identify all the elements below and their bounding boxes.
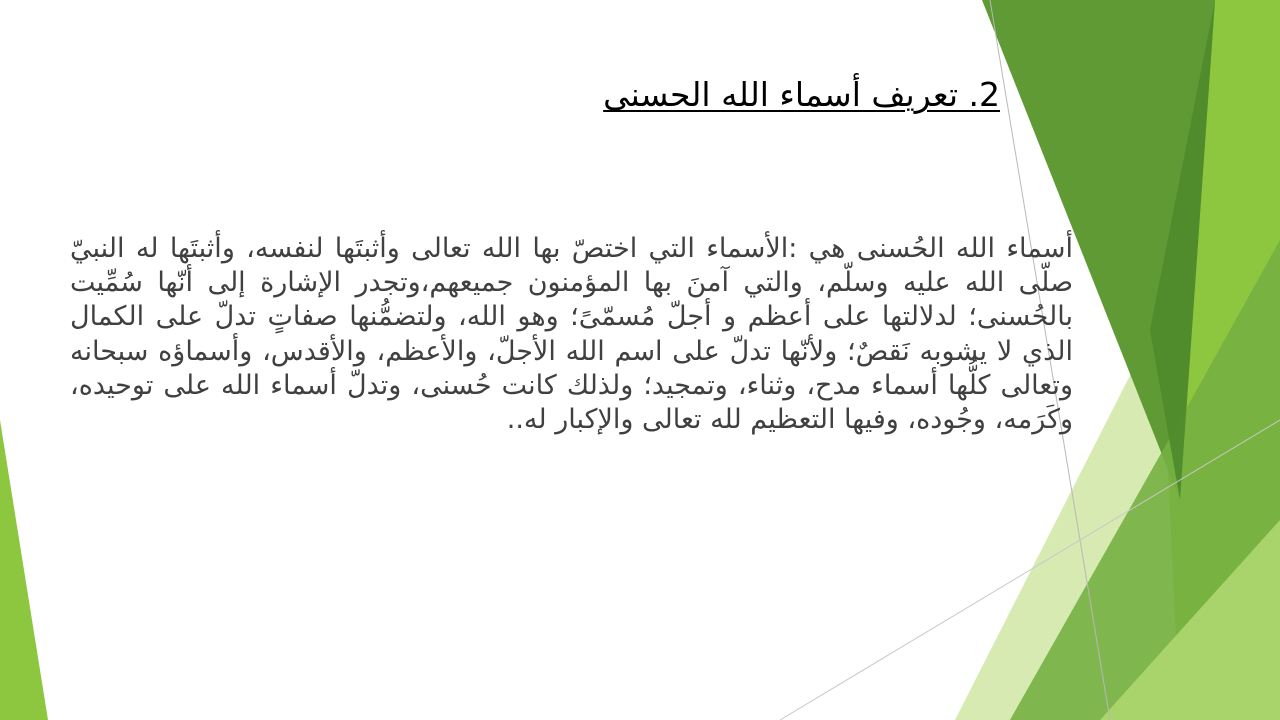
slide-title: 2. تعريف أسماء الله الحسنى: [603, 75, 1000, 114]
left-edge-triangle: [0, 420, 48, 720]
slide-body-text: أسماء الله الحُسنى هي :الأسماء التي اختصّ بها الله تعالى وأثبتَها لنفسه، وأثبتَها له النبيّ صلّى الله عليه وسلّم، والتي آمنَ بها المؤمنون جميعهم،وتجدر الإشارة إلى أنّها سُمِّيت بالحُسنى؛ لدلالتها على أعظم و أجلّ مُسمّىً؛ وهو الله، ولتضمُّنها صفاتٍ تدلّ على الكمال الذي لا يشوبه نَقصٌ؛ ولأنّها تدلّ على اسم الله الأجلّ، والأعظم، والأقدس، وأسماؤه سبحانه وتعالى كلُّها أسماء مدح، وثناء، وتمجيد؛ ولذلك كانت حُسنى، وتدلّ أسماء الله على توحيده، وكَرَمه، وجُوده، وفيها التعظيم لله تعالى والإكبار له..: [70, 233, 1073, 436]
